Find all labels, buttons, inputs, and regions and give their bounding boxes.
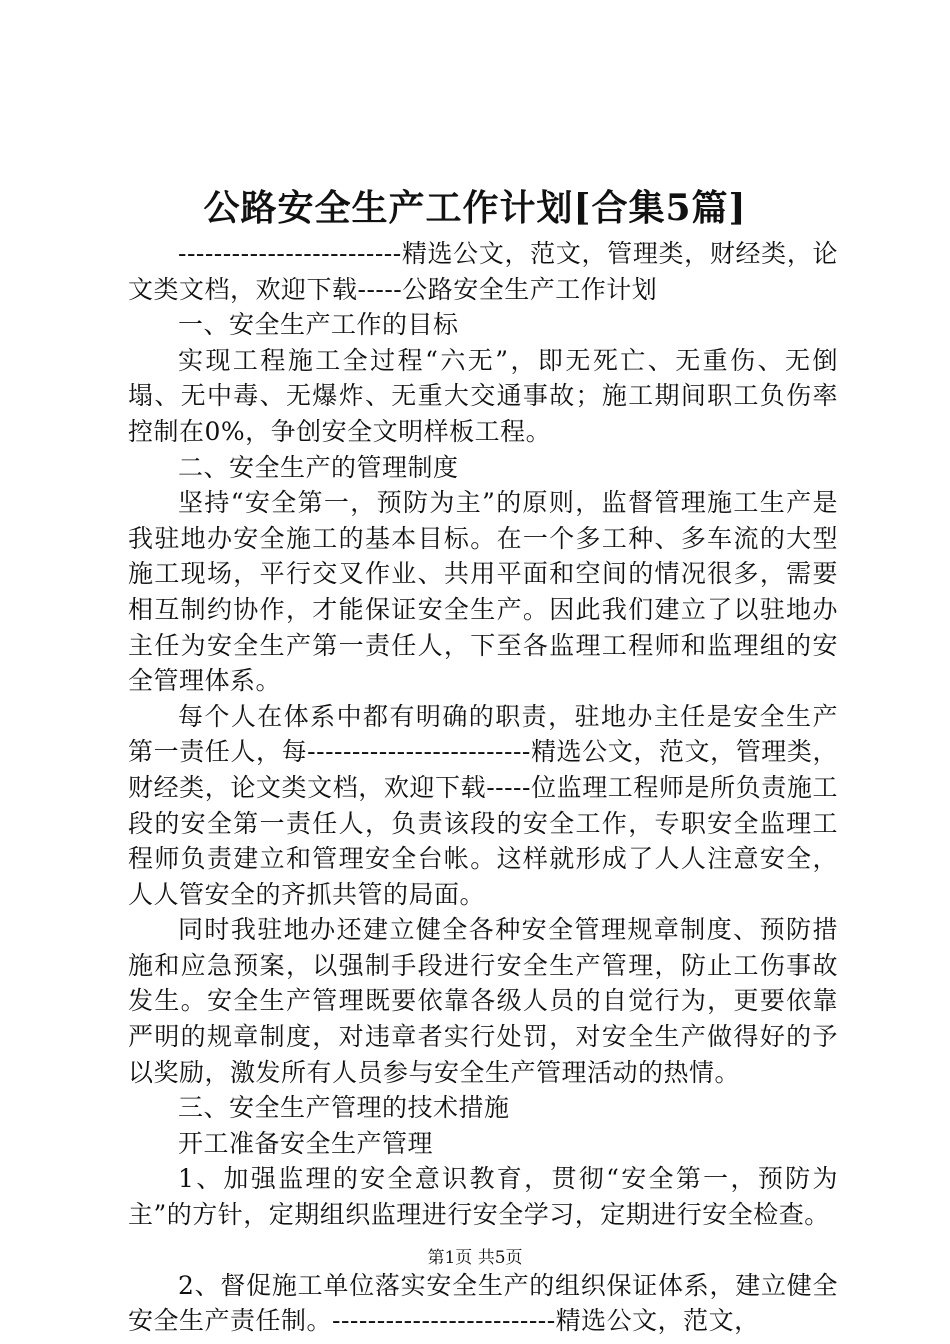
paragraph-regulations: 同时我驻地办还建立健全各种安全管理规章制度、预防措施和应急预案，以强制手段进行安全生产管理，防止工伤事故发生。安全生产管理既要依靠各级人员的自觉行为，更要依靠严明的规章制度，对违章者实行处罚，对安全生产做得好的予以奖励，激发所有人员参与安全生产管理活动的热情。 <box>128 915 838 1087</box>
section-heading-2: 二、安全生产的管理制度 <box>178 452 459 482</box>
paragraph-goal: 实现工程施工全过程“六无”，即无死亡、无重伤、无倒塌、无中毒、无爆炸、无重大交通事故；施工期间职工负伤率控制在0%，争创安全文明样板工程。 <box>128 345 838 446</box>
page-footer: 第1页 共5页 <box>427 1248 523 1268</box>
paragraph-principle: 坚持“安全第一，预防为主”的原则，监督管理施工生产是我驻地办安全施工的基本目标。在一个多工种、多车流的大型施工现场，平行交叉作业、共用平面和空间的情况很多，需要相互制约协作，才能保证安全生产。因此我们建立了以驻地办主任为安全生产第一责任人，下至各监理工程师和监理组的安全管理体系。 <box>128 488 838 696</box>
list-item-1: 1、加强监理的安全意识教育，贯彻“安全第一，预防为主”的方针，定期组织监理进行安全学习，定期进行安全检查。 <box>128 1164 838 1230</box>
section-heading-3: 三、安全生产管理的技术措施 <box>178 1093 510 1123</box>
paragraph-header-note: -------------------------精选公文，范文，管理类，财经类，论文类文档，欢迎下载-----公路安全生产工作计划 <box>128 239 838 304</box>
document-title: 公路安全生产工作计划[合集5篇] <box>203 187 747 229</box>
document-body <box>128 236 838 1339</box>
section-heading-1: 一、安全生产工作的目标 <box>178 310 459 340</box>
list-item-2: 2、督促施工单位落实安全生产的组织保证体系，建立健全安全生产责任制。-------------------------精选公文，范文， <box>128 1270 838 1336</box>
paragraph-responsibility: 每个人在体系中都有明确的职责，驻地办主任是安全生产第一责任人，每-------------------------精选公文，范文，管理类，财经类，论文类文档，欢迎下载-----位监理工程师是所负责施工段的安全第一责任人，负责该段的安全工作，专职安全监理工程师负责建立和管理安全台帐。这样就形成了人人注意安全，人人管安全的齐抓共管的局面。 <box>128 701 838 909</box>
subheading-preparation: 开工准备安全生产管理 <box>178 1128 434 1158</box>
